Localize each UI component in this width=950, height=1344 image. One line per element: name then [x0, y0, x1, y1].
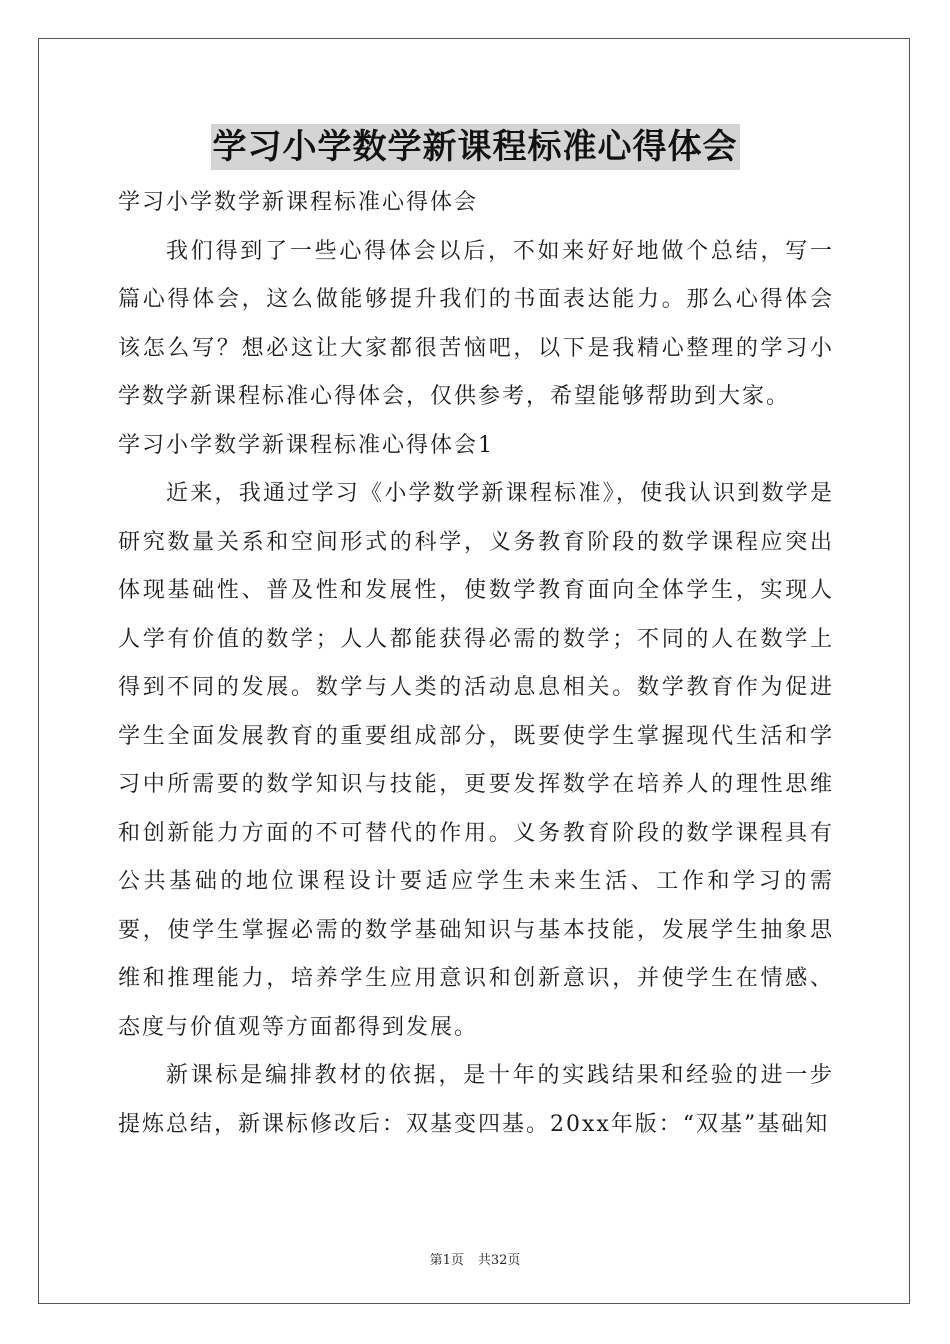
- intro-paragraph: 我们得到了一些心得体会以后，不如来好好地做个总结，写一篇心得体会，这么做能够提升我们的书面表达能力。那么心得体会该怎么写？想必这让大家都很苦恼吧，以下是我精心整理的学习小学数学新课程标准心得体会，仅供参考，希望能够帮助到大家。: [118, 238, 834, 409]
- page-number: 第1页: [429, 1253, 464, 1268]
- document-subtitle: 学习小学数学新课程标准心得体会: [118, 190, 479, 215]
- body-paragraph: 新课标是编排教材的依据，是十年的实践结果和经验的进一步提炼总结，新课标修改后：双基变四基。20xx年版：“双基”基础知: [118, 1063, 834, 1137]
- section-heading: 学习小学数学新课程标准心得体会1: [118, 432, 494, 458]
- document-body: [118, 179, 834, 1149]
- document-title: 学习小学数学新课程标准心得体会: [211, 124, 740, 170]
- title-container: [0, 124, 950, 170]
- body-paragraph: 近来，我通过学习《小学数学新课程标准》，使我认识到数学是研究数量关系和空间形式的科学，义务教育阶段的数学课程应突出体现基础性、普及性和发展性，使数学教育面向全体学生，实现人人学有价值的数学；人人都能获得必需的数学；不同的人在数学上得到不同的发展。数学与人类的活动息息相关。数学教育作为促进学生全面发展教育的重要组成部分，既要使学生掌握现代生活和学习中所需要的数学知识与技能，更要发挥数学在培养人的理性思维和创新能力方面的不可替代的作用。义务教育阶段的数学课程具有公共基础的地位课程设计要适应学生未来生活、工作和学习的需要，使学生掌握必需的数学基础知识与基本技能，发展学生抽象思维和推理能力，培养学生应用意识和创新意识，并使学生在情感、态度与价值观等方面都得到发展。: [118, 481, 834, 1040]
- page-footer: [0, 1249, 950, 1268]
- page-total: 共32页: [477, 1253, 521, 1268]
